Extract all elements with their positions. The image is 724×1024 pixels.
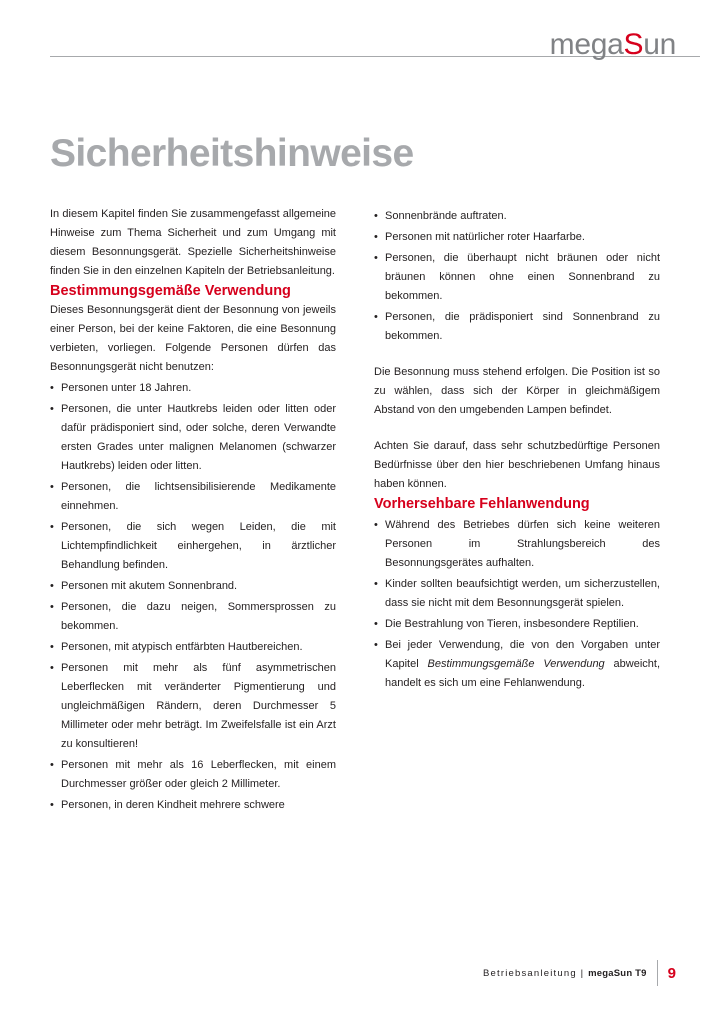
list-item: • Personen mit akutem Sonnenbrand.: [50, 577, 336, 596]
list-item: • Personen, die lichtsensibilisierende Medikamente einnehmen.: [50, 478, 336, 516]
section-heading-vorhersehbare-fehlanwendung: Vorhersehbare Fehlanwendung: [374, 496, 590, 512]
list-item: • Personen, in deren Kindheit mehrere schwere: [50, 796, 336, 815]
page-title: Sicherheitshinweise: [50, 132, 414, 176]
foreseeable-misuse-list: [374, 516, 660, 693]
spacer: [374, 420, 660, 437]
special-needs-paragraph: Achten Sie darauf, dass sehr schutzbedürftige Personen Bedürfnisse über den hier beschriebenen Umfang hinaus haben können.: [374, 440, 660, 490]
misuse-text-after: abweicht, handelt es sich um eine Fehlanwendung.: [385, 658, 661, 689]
misuse-text-before: Bei jeder Verwendung, die von den Vorgaben unter Kapitel: [385, 639, 660, 670]
list-item: • Personen mit mehr als 16 Leberflecken, mit einem Durchmesser größer oder gleich 2 Millimeter.: [50, 756, 336, 794]
position-paragraph: Die Besonnung muss stehend erfolgen. Die Position ist so zu wählen, dass sich der Körper in gleichmäßigem Abstand von den umgebenden Lampen befindet.: [374, 366, 660, 416]
logo-part-un: un: [643, 28, 676, 61]
footer-label: [483, 968, 647, 979]
footer-product-name: megaSun T9: [588, 967, 647, 979]
prohibited-persons-list: [50, 379, 336, 815]
list-item: • Personen, mit atypisch entfärbten Hautbereichen.: [50, 638, 336, 657]
list-item: • Personen, die sich wegen Leiden, die mit Lichtempfindlichkeit einhergehen, in ärztlicher Behandlung befinden.: [50, 518, 336, 575]
list-item-with-italic: [374, 636, 660, 693]
section1-body: Dieses Besonnungsgerät dient der Besonnung von jeweils einer Person, bei der keine Faktoren, die eine Besonnung verbieten, vorliegen. Folgende Personen dürfen das Besonnungsgerät nicht benutzen:: [50, 304, 336, 373]
list-item: • Personen, die dazu neigen, Sommersprossen zu bekommen.: [50, 598, 336, 636]
logo-part-s: S: [623, 28, 644, 61]
misuse-text-italic: Bestimmungsgemäße Verwendung: [427, 658, 605, 670]
left-column: [50, 205, 336, 815]
list-item: • Personen mit mehr als fünf asymmetrischen Leberflecken mit veränderter Pigmentierung und ungleichmäßigen Rändern, deren Durchmesser 5 Millimeter oder mehr beträgt. Im Zweifelsfalle ist ein Arzt zu konsultieren!: [50, 659, 336, 754]
logo-part-mega: mega: [549, 28, 624, 61]
list-item: • Während des Betriebes dürfen sich keine weiteren Personen im Strahlungsbereich des Besonnungsgerätes aufhalten.: [374, 516, 660, 573]
footer-manual-label: Betriebsanleitung |: [482, 967, 585, 979]
list-item: • Sonnenbrände auftraten.: [374, 207, 660, 226]
spacer: [374, 346, 660, 363]
brand-logo: [550, 28, 676, 62]
section-heading-bestimmungsgemaesse-verwendung: Bestimmungsgemäße Verwendung: [50, 283, 291, 299]
page-header: [50, 28, 676, 68]
page-footer: [483, 960, 676, 986]
intro-paragraph: In diesem Kapitel finden Sie zusammengefasst allgemeine Hinweise zum Thema Sicherheit und zum Umgang mit diesem Besonnungsgerät. Spezielle Sicherheitshinweise finden Sie in den einzelnen Kapiteln der Betriebsanleitung.: [50, 208, 336, 277]
list-item: • Personen, die prädisponiert sind Sonnenbrand zu bekommen.: [374, 308, 660, 346]
footer-divider: [657, 960, 658, 986]
list-item: • Personen unter 18 Jahren.: [50, 379, 336, 398]
list-item: • Personen, die überhaupt nicht bräunen oder nicht bräunen können ohne einen Sonnenbrand zu bekommen.: [374, 249, 660, 306]
list-item: • Personen mit natürlicher roter Haarfarbe.: [374, 228, 660, 247]
list-item: • Kinder sollten beaufsichtigt werden, um sicherzustellen, dass sie nicht mit dem Besonnungsgerät spielen.: [374, 575, 660, 613]
list-item: • Die Bestrahlung von Tieren, insbesondere Reptilien.: [374, 615, 660, 634]
page-number: 9: [667, 964, 676, 982]
right-column: [374, 205, 660, 693]
list-item: • Personen, die unter Hautkrebs leiden oder litten oder dafür prädisponiert sind, oder solche, deren Verwandte ersten Grades unter malignen Melanomen (schwarzer Hautkrebs) leiden oder litten.: [50, 400, 336, 476]
prohibited-persons-list-continued: [374, 207, 660, 346]
